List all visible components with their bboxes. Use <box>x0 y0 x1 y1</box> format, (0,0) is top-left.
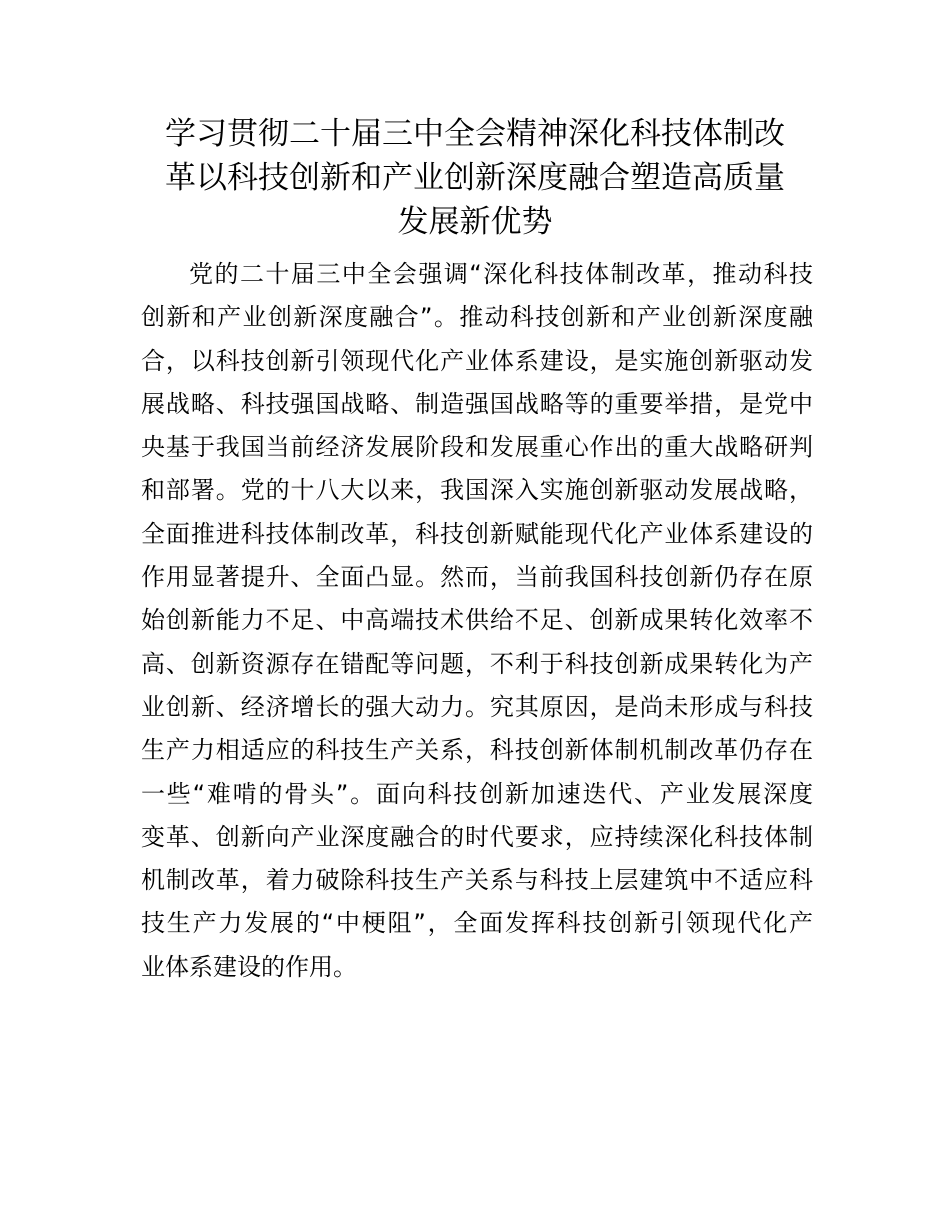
paragraph-line: 机制改革，着力破除科技生产关系与科技上层建筑中不适应科 <box>141 866 813 895</box>
body-paragraph <box>141 253 813 989</box>
title-line: 发展新优势 <box>397 204 553 240</box>
paragraph-line: 央基于我国当前经济发展阶段和发展重心作出的重大战略研判 <box>141 433 813 462</box>
paragraph-line: 业体系建设的作用。 <box>141 952 357 981</box>
paragraph-line: 合，以科技创新引领现代化产业体系建设，是实施创新驱动发 <box>141 346 813 375</box>
paragraph-line: 技生产力发展的“中梗阻”，全面发挥科技创新引领现代化产 <box>141 909 813 938</box>
paragraph-line: 创新和产业创新深度融合”。推动科技创新和产业创新深度融 <box>141 303 813 332</box>
paragraph-line: 业创新、经济增长的强大动力。究其原因，是尚未形成与科技 <box>141 692 813 721</box>
paragraph-line: 高、创新资源存在错配等问题，不利于科技创新成果转化为产 <box>141 649 813 678</box>
paragraph-line: 生产力相适应的科技生产关系，科技创新体制机制改革仍存在 <box>141 736 813 765</box>
paragraph-line: 展战略、科技强国战略、制造强国战略等的重要举措，是党中 <box>141 389 813 418</box>
document-title <box>100 112 850 244</box>
paragraph-line: 作用显著提升、全面凸显。然而，当前我国科技创新仍存在原 <box>141 563 813 592</box>
paragraph-line: 党的二十届三中全会强调“深化科技体制改革，推动科技 <box>189 260 813 288</box>
title-line: 革以科技创新和产业创新深度融合塑造高质量 <box>165 160 785 196</box>
paragraph-line: 一些“难啃的骨头”。面向科技创新加速迭代、产业发展深度 <box>141 779 813 808</box>
paragraph-line: 始创新能力不足、中高端技术供给不足、创新成果转化效率不 <box>141 606 813 635</box>
paragraph-line: 和部署。党的十八大以来，我国深入实施创新驱动发展战略， <box>141 476 813 505</box>
paragraph-line: 变革、创新向产业深度融合的时代要求，应持续深化科技体制 <box>141 822 813 851</box>
title-line: 学习贯彻二十届三中全会精神深化科技体制改 <box>165 116 785 152</box>
paragraph-line: 全面推进科技体制改革，科技创新赋能现代化产业体系建设的 <box>141 519 813 548</box>
